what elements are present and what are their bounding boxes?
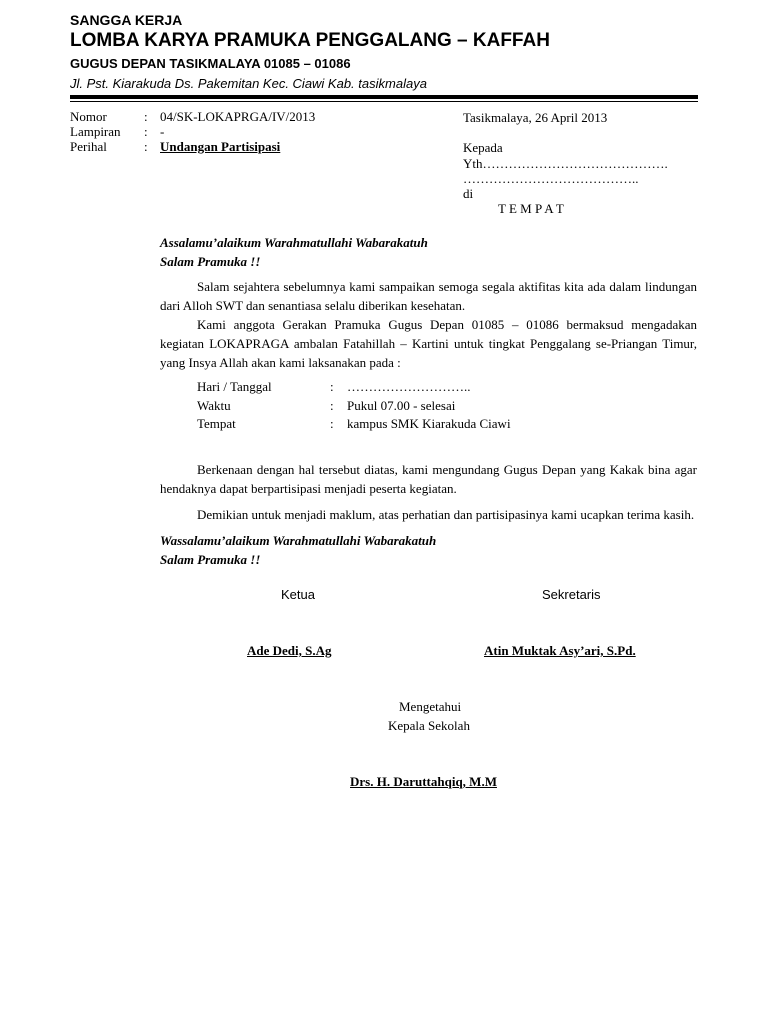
letterhead-address: Jl. Pst. Kiarakuda Ds. Pakemitan Kec. Ciawi Kab. tasikmalaya [70,76,427,91]
kepala-sekolah-name: Drs. H. Daruttahqiq, M.M [350,774,497,789]
sekretaris-title: Sekretaris [542,587,601,602]
detail-label-hari: Hari / Tanggal [197,379,272,394]
letter-body-closing [160,460,697,569]
ketua-name: Ade Dedi, S.Ag [247,643,332,658]
perihal-colon: : [144,139,148,154]
nomor-value: 04/SK-LOKAPRGA/IV/2013 [160,109,316,124]
letterhead-subtitle: GUGUS DEPAN TASIKMALAYA 01085 – 01086 [70,56,351,71]
detail-colon-tempat: : [330,416,334,431]
mengetahui-label: Mengetahui [399,699,462,714]
kepala-sekolah-title: Kepala Sekolah [388,718,470,733]
detail-value-waktu: Pukul 07.00 - selesai [347,398,456,413]
closing-salam: Salam Pramuka !! [160,552,261,567]
detail-value-tempat: kampus SMK Kiarakuda Ciawi [347,416,511,431]
detail-label-tempat: Tempat [197,416,236,431]
letter-body [160,233,697,372]
paragraph-2: Kami anggota Gerakan Pramuka Gugus Depan 01085 – 01086 bermaksud mengadakan kegiatan LOKAPRAGA ambalan Fatahillah – Kartini untuk tingkat Penggalang se-Priangan Timur, yang Insya Allah akan kami laksanakan pada : [160,317,697,370]
closing-greeting: Wassalamu’alaikum Warahmatullahi Wabarakatuh [160,533,437,548]
place-date: Tasikmalaya, 26 April 2013 [463,110,608,125]
lampiran-label: Lampiran [70,124,121,139]
detail-value-hari: ……………………….. [347,379,471,394]
detail-label-waktu: Waktu [197,398,231,413]
nomor-colon: : [144,109,148,124]
paragraph-4: Demikian untuk menjadi maklum, atas perhatian dan partisipasinya kami ucapkan terima kasih. [197,507,695,522]
opening-greeting: Assalamu’alaikum Warahmatullahi Wabarakatuh [160,235,428,250]
detail-colon-hari: : [330,379,334,394]
letterhead-org: SANGGA KERJA [70,12,183,28]
paragraph-3: Berkenaan dengan hal tersebut diatas, kami mengundang Gugus Depan yang Kakak bina agar hendaknya dapat berpartisipasi menjadi peserta kegiatan. [160,462,697,496]
perihal-label: Perihal [70,139,107,154]
letterhead-rule-thin [70,101,698,102]
opening-salam: Salam Pramuka !! [160,254,261,269]
recipient-di: di [463,186,474,201]
recipient-tempat: T E M P A T [498,201,564,216]
paragraph-1: Salam sejahtera sebelumnya kami sampaikan semoga segala aktifitas kita ada dalam lindungan dari Alloh SWT dan senantiasa selalu diberikan kesehatan. [160,279,697,313]
recipient-kepada: Kepada [463,140,503,155]
nomor-label: Nomor [70,109,107,124]
recipient-dots: ………………………………….. [463,171,639,186]
perihal-value: Undangan Partisipasi [160,139,281,154]
lampiran-value: - [160,124,165,139]
recipient-yth: Yth……………………………………. [463,156,668,171]
letterhead-rule-thick [70,95,698,99]
ketua-title: Ketua [281,587,315,602]
letterhead-title: LOMBA KARYA PRAMUKA PENGGALANG – KAFFAH [70,30,550,51]
lampiran-colon: : [144,124,148,139]
detail-colon-waktu: : [330,398,334,413]
sekretaris-name: Atin Muktak Asy’ari, S.Pd. [484,643,636,658]
